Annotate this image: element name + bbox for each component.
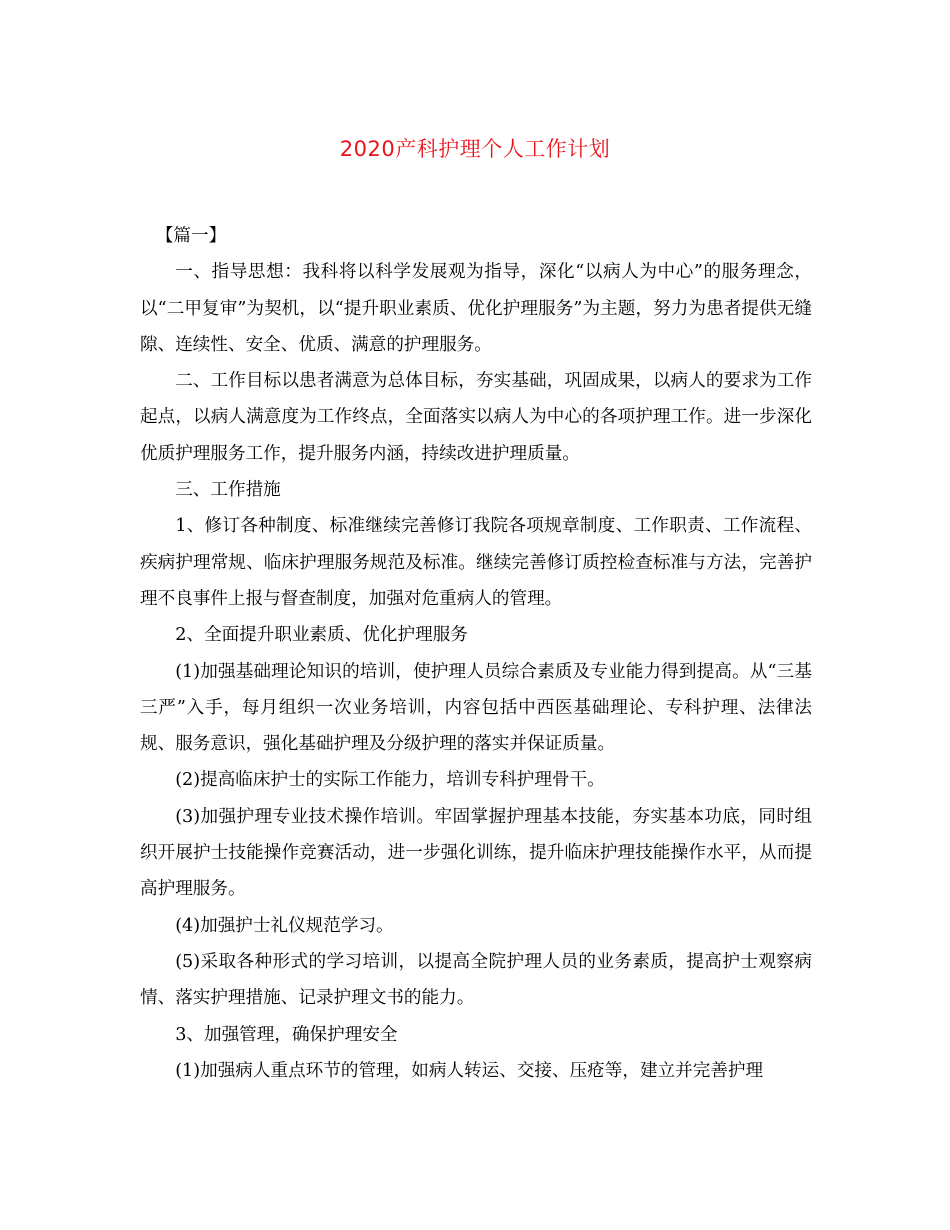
paragraph-work-goals: 二、工作目标以患者满意为总体目标，夯实基础，巩固成果，以病人的要求为工作起点，以病人满意度为工作终点，全面落实以病人为中心的各项护理工作。进一步深化优质护理服务工作，提升服务内涵，持续改进护理质量。 — [140, 371, 812, 464]
paragraph-work-measures-heading: 三、工作措施 — [175, 480, 281, 501]
document-body — [140, 218, 812, 1089]
paragraph-measure-2-item-1: (1)加强基础理论知识的培训，使护理人员综合素质及专业能力得到提高。从“三基三严”入手，每月组织一次业务培训，内容包括中西医基础理论、专科护理、法律法规、服务意识，强化基础护理及分级护理的落实并保证质量。 — [140, 661, 812, 755]
section-heading-part-one: 【篇一】 — [155, 226, 227, 246]
paragraph-measure-2-item-4: (4)加强护士礼仪规范学习。 — [175, 915, 394, 936]
paragraph-measure-3-heading: 3、加强管理，确保护理安全 — [175, 1024, 398, 1045]
paragraph-measure-2-heading: 2、全面提升职业素质、优化护理服务 — [175, 625, 468, 646]
paragraph-guiding-ideology: 一、指导思想：我科将以科学发展观为指导，深化“以病人为中心”的服务理念，以“二甲复审”为契机，以“提升职业素质、优化护理服务”为主题，努力为患者提供无缝隙、连续性、安全、优质、满意的护理服务。 — [140, 262, 812, 355]
paragraph-measure-3-item-1: (1)加强病人重点环节的管理，如病人转运、交接、压疮等，建立并完善护理 — [175, 1060, 764, 1081]
paragraph-measure-1: 1、修订各种制度、标准继续完善修订我院各项规章制度、工作职责、工作流程、疾病护理常规、临床护理服务规范及标准。继续完善修订质控检查标准与方法，完善护理不良事件上报与督查制度，加强对危重病人的管理。 — [140, 516, 812, 609]
paragraph-measure-2-item-2: (2)提高临床护士的实际工作能力，培训专科护理骨干。 — [175, 770, 605, 791]
paragraph-measure-2-item-5: (5)采取各种形式的学习培训，以提高全院护理人员的业务素质，提高护士观察病情、落实护理措施、记录护理文书的能力。 — [140, 951, 812, 1009]
paragraph-measure-2-item-3: (3)加强护理专业技术操作培训。牢固掌握护理基本技能，夯实基本功底，同时组织开展护士技能操作竞赛活动，进一步强化训练，提升临床护理技能操作水平，从而提高护理服务。 — [140, 806, 812, 900]
document-title: 2020产科护理个人工作计划 — [339, 137, 611, 161]
